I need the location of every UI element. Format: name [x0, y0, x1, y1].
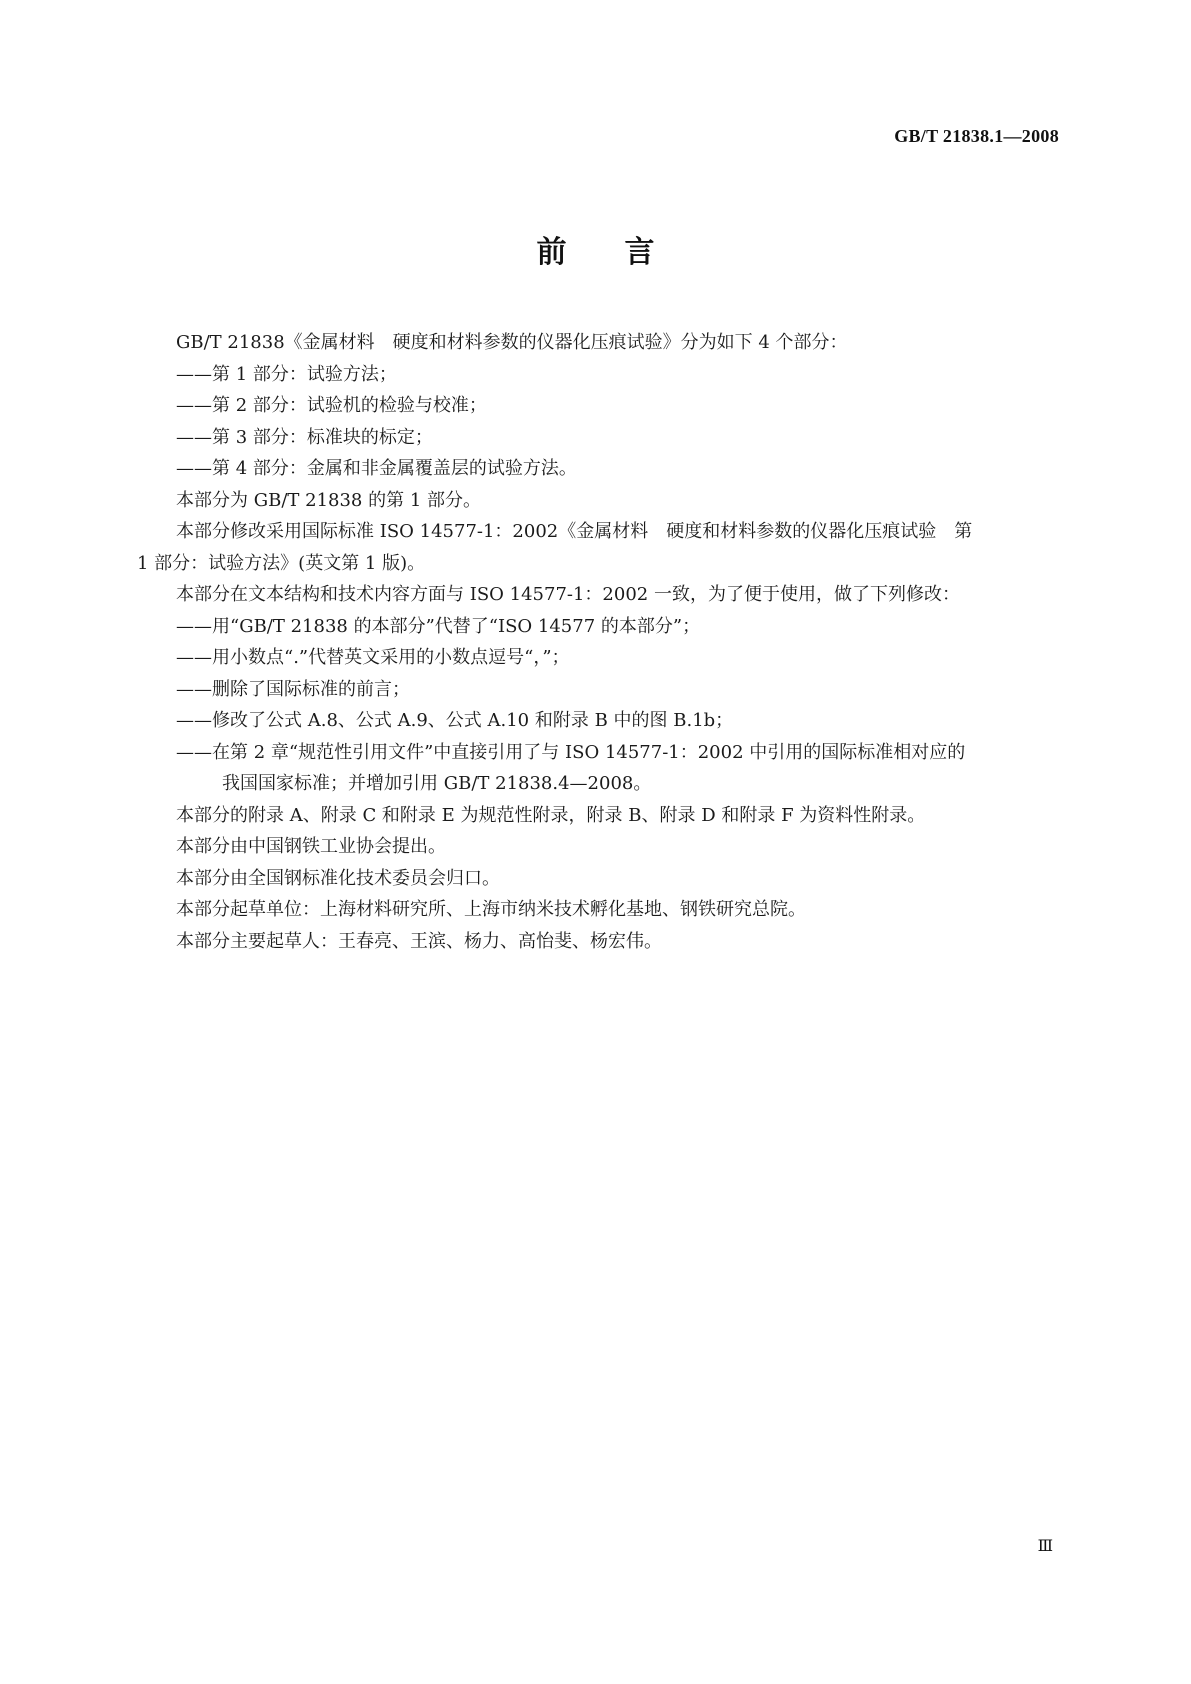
list-item-modification-2: ——用小数点“.”代替英文采用的小数点逗号“，”； — [176, 647, 570, 668]
list-item-part-2: ——第 2 部分：试验机的检验与校准； — [176, 395, 487, 416]
paragraph-parts-intro: GB/T 21838《金属材料 硬度和材料参数的仪器化压痕试验》分为如下 4 个部分： — [176, 332, 848, 353]
paragraph-drafting-units: 本部分起草单位：上海材料研究所、上海市纳米技术孵化基地、钢铁研究总院。 — [176, 899, 806, 920]
paragraph-adoption: 本部分修改采用国际标准 ISO 14577-1：2002《金属材料 硬度和材料参数的仪器化压痕试验 第 — [176, 521, 973, 542]
list-item-modification-5-cont: 我国国家标准；并增加引用 GB/T 21838.4—2008。 — [222, 773, 652, 794]
list-item-modification-5: ——在第 2 章“规范性引用文件”中直接引用了与 ISO 14577-1：2002 中引用的国际标准相对应的 — [176, 741, 966, 763]
paragraph-modifications: 本部分在文本结构和技术内容方面与 ISO 14577-1：2002 一致，为了便于使用，做了下列修改： — [176, 584, 960, 605]
paragraph-proposed-by: 本部分由中国钢铁工业协会提出。 — [176, 836, 446, 857]
list-item-modification-1: ——用“GB/T 21838 的本部分”代替了“ISO 14577 的本部分”； — [176, 615, 701, 637]
paragraph-adoption-cont: 1 部分：试验方法》(英文第 1 版)。 — [137, 552, 426, 574]
standard-number: GB/T 21838.1—2008 — [894, 126, 1059, 146]
list-item-modification-4: ——修改了公式 A.8、公式 A.9、公式 A.10 和附录 B 中的图 B.1b； — [176, 710, 734, 731]
list-item-part-3: ——第 3 部分：标准块的标定； — [176, 426, 433, 448]
title-char-2: 言 — [624, 235, 655, 270]
list-item-modification-3: ——删除了国际标准的前言； — [176, 678, 410, 700]
list-item-part-4: ——第 4 部分：金属和非金属覆盖层的试验方法。 — [176, 458, 577, 479]
page-number: Ⅲ — [1037, 1538, 1053, 1555]
paragraph-centralized-by: 本部分由全国钢标准化技术委员会归口。 — [176, 867, 500, 889]
list-item-part-1: ——第 1 部分：试验方法； — [176, 363, 397, 385]
paragraph-annexes: 本部分的附录 A、附录 C 和附录 E 为规范性附录，附录 B、附录 D 和附录 F 为资料性附录。 — [176, 804, 926, 826]
title-char-1: 前 — [536, 235, 567, 270]
paragraph-drafters: 本部分主要起草人：王春亮、王滨、杨力、高怡斐、杨宏伟。 — [176, 930, 662, 952]
foreword-body — [137, 327, 1059, 957]
paragraph-this-part: 本部分为 GB/T 21838 的第 1 部分。 — [176, 489, 481, 511]
page-title — [0, 227, 1191, 271]
